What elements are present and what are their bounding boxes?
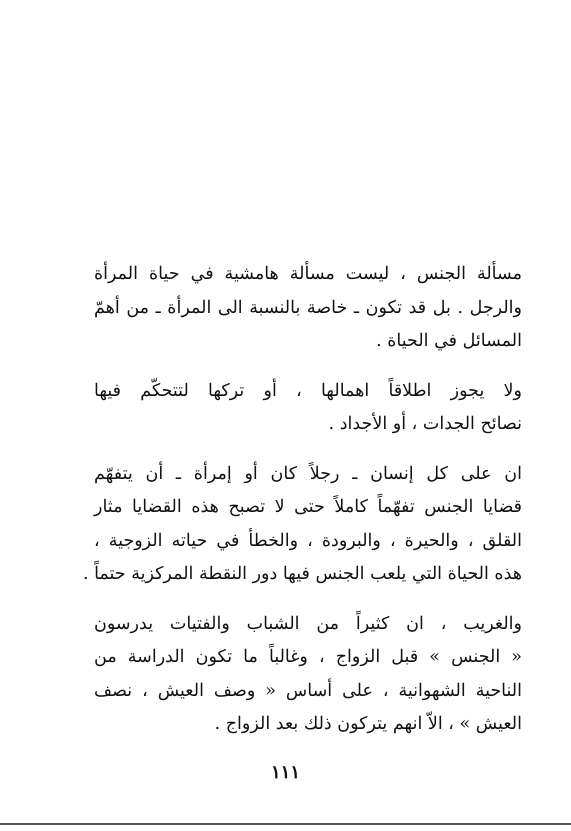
page-number: ١١١ xyxy=(270,762,300,783)
text-line: قضايا الجنس تفهّماً كاملاً حتى لا تصبح هذه القضايا مثار xyxy=(94,497,522,517)
text-line: القلق ، والحيرة ، والبرودة ، والخطأ في حياته الزوجية ، xyxy=(94,530,522,551)
text-line: الناحية الشهوانية ، على أساس « وصف العيش ، نصف xyxy=(94,680,522,701)
text-line: العيش » ، الاّ انهم يتركون ذلك بعد الزواج . xyxy=(214,714,522,734)
bottom-edge-rule xyxy=(0,823,571,825)
text-line: والغريب ، ان كثيراً من الشباب والفتيات يدرسون xyxy=(94,613,522,634)
text-line: مسألة الجنس ، ليست مسألة هامشية في حياة المرأة xyxy=(94,264,522,284)
text-line: ان على كل إنسان ـ رجلاً كان أو إمرأة ـ أن يتفهّم xyxy=(94,463,522,484)
text-line: المسائل في الحياة . xyxy=(376,331,522,351)
text-line: نصائح الجدات ، أو الأجداد . xyxy=(328,414,522,434)
text-line: ولا يجوز اطلاقاً اهمالها ، أو تركها لتتحكّم فيها xyxy=(94,380,522,401)
body-text xyxy=(82,258,522,758)
paragraph-2 xyxy=(94,375,522,442)
paragraph-4 xyxy=(94,608,522,742)
text-line: هذه الحياة التي يلعب الجنس فيها دور النقطة المركزية حتماً . xyxy=(82,564,522,584)
paragraph-1 xyxy=(94,258,522,359)
text-line: والرجل . بل قد تكون ـ خاصة بالنسبة الى المرأة ـ من أهمّ xyxy=(94,297,522,318)
paragraph-3 xyxy=(82,458,522,592)
text-line: « الجنس » قبل الزواج ، وغالباً ما تكون الدراسة من xyxy=(94,647,522,667)
